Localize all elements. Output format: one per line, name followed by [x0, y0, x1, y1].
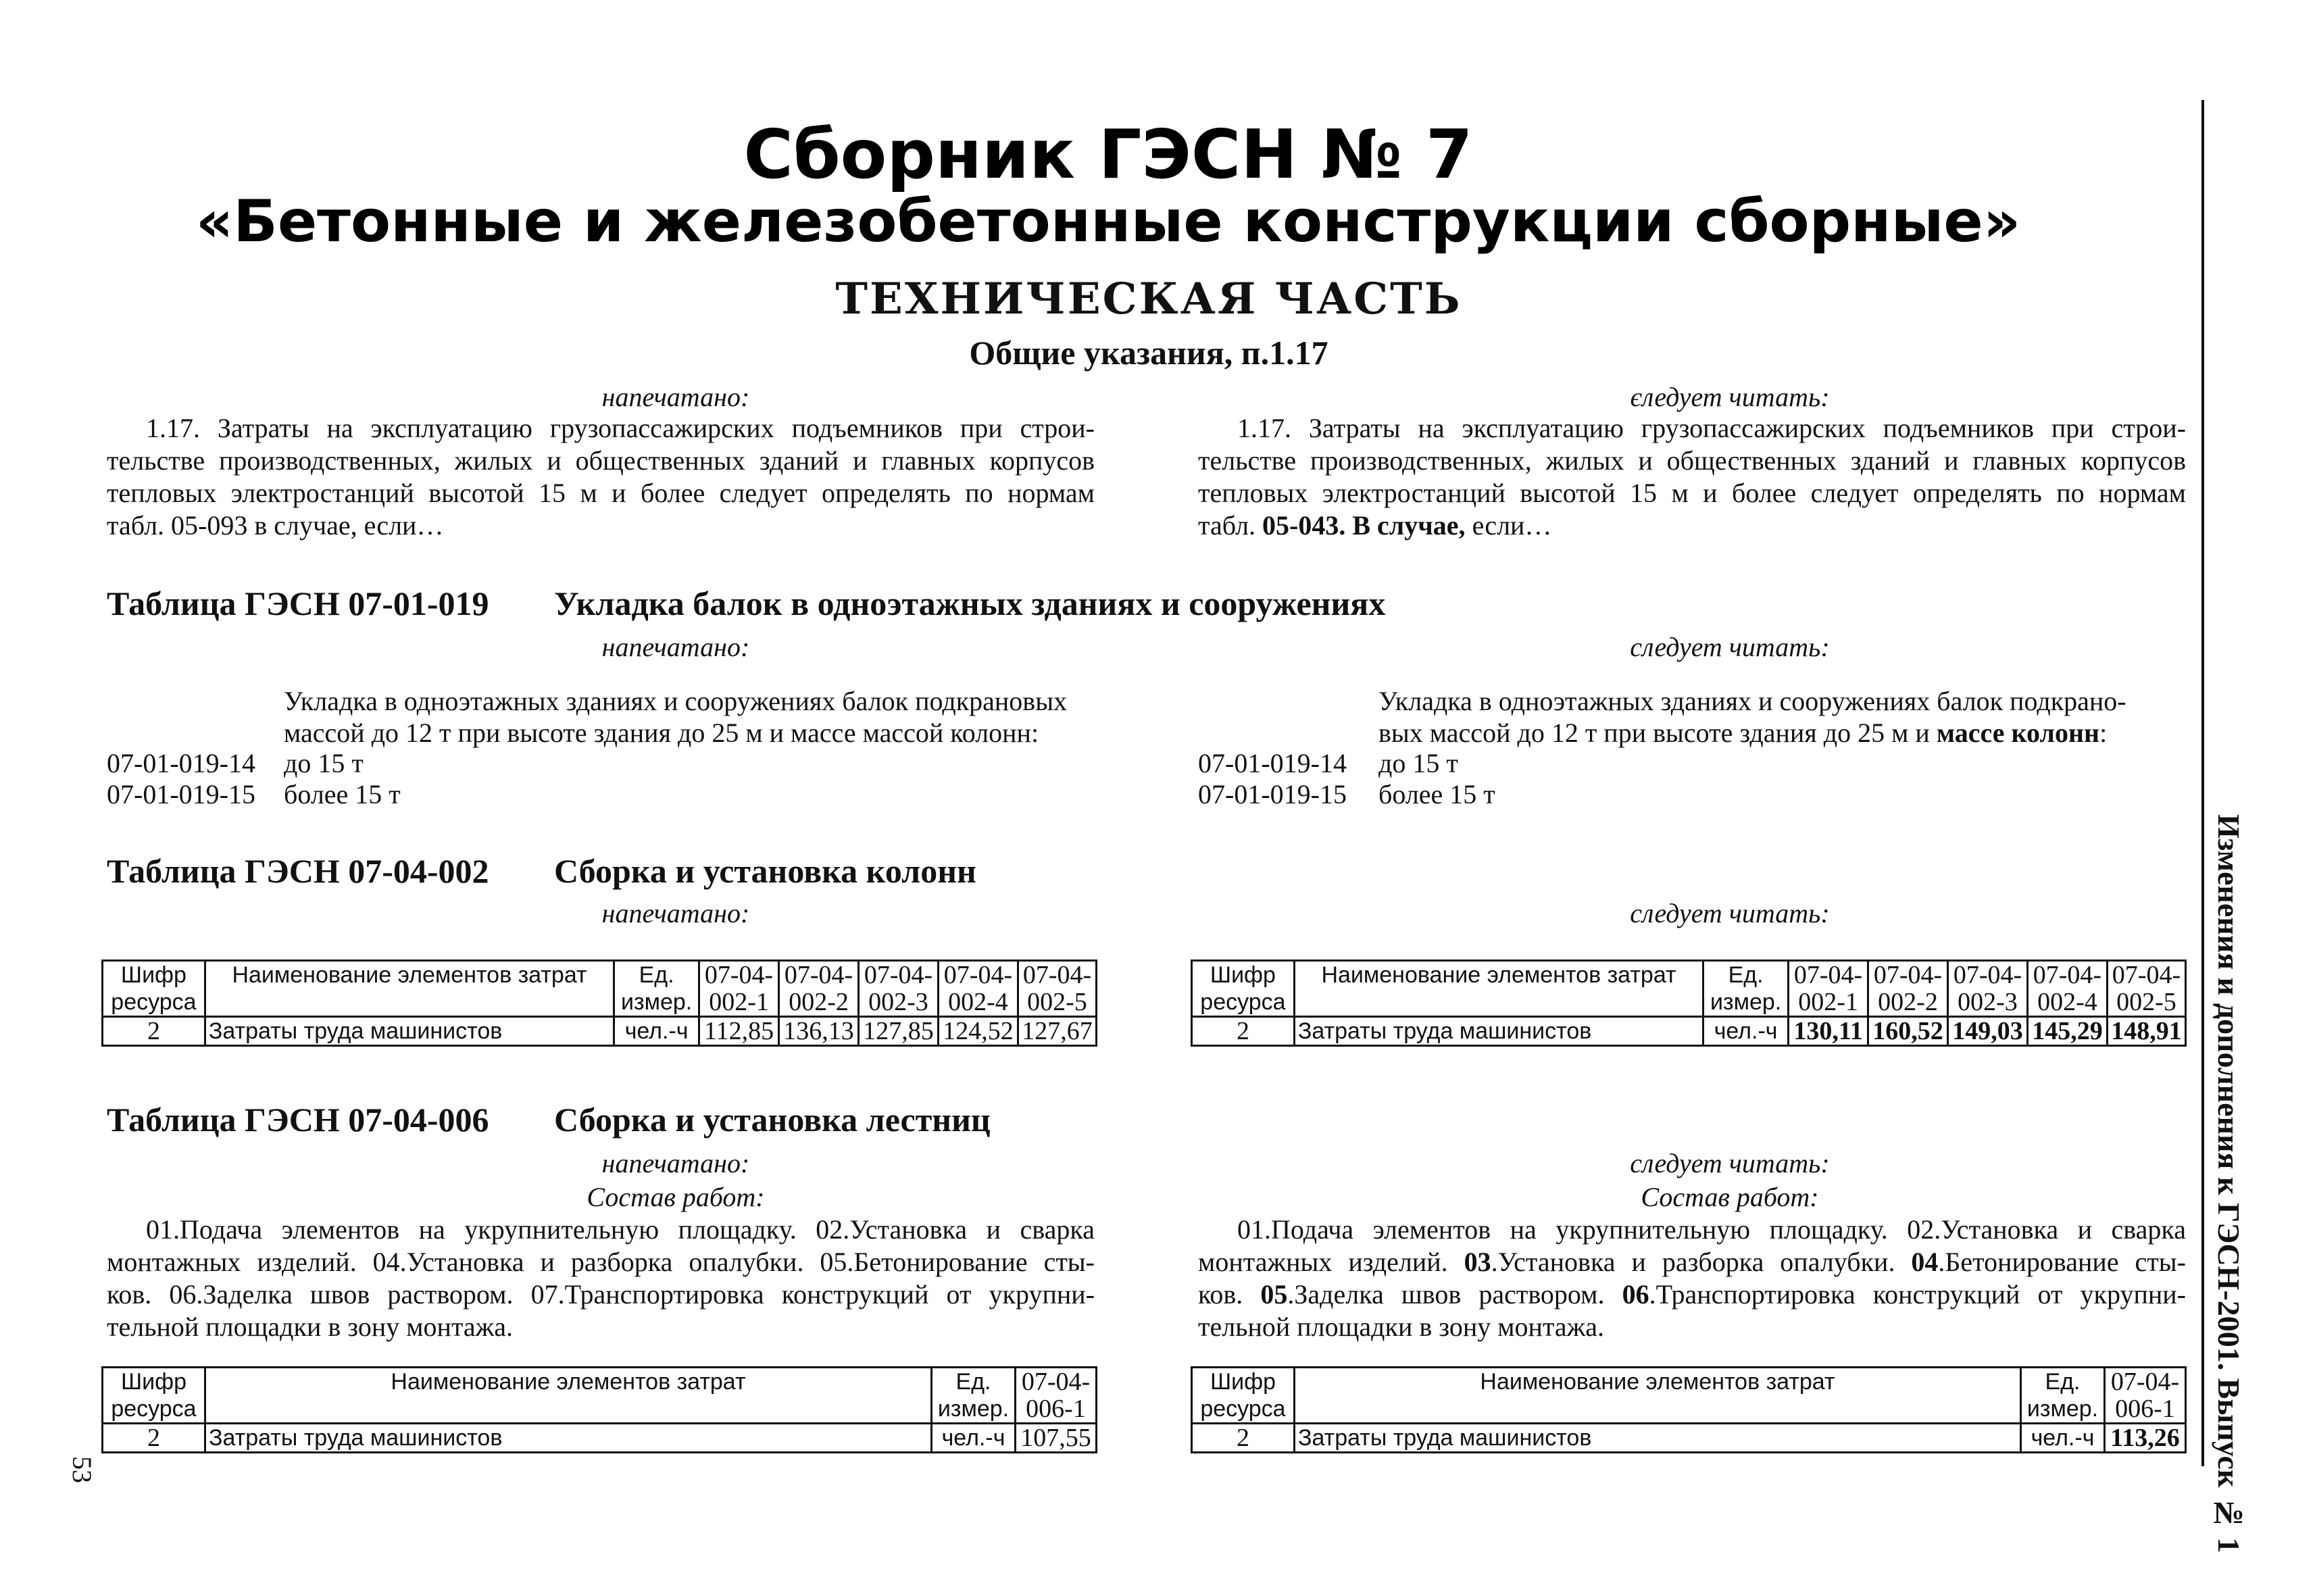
col-header-name: Наименование элементов затрат	[205, 961, 614, 1017]
text-fragment-bold: 05-043. В случае,	[1262, 510, 1466, 541]
header-text: измер.	[1710, 989, 1782, 1015]
header-text: измер.	[937, 1396, 1010, 1422]
col-header-code	[1192, 1368, 1295, 1424]
should-read-label: следует читать:	[1630, 898, 1830, 928]
cell-value: 149,03	[1947, 1017, 2027, 1046]
table-heading-002: Таблица ГЭСН 07-04-002	[107, 852, 489, 890]
row-text: более 15 т	[284, 779, 401, 809]
cell-unit: чел.-ч	[932, 1424, 1016, 1453]
col-header-unit	[1703, 961, 1789, 1017]
table-header-row	[103, 961, 1097, 1017]
header-text: 002-1	[709, 988, 769, 1016]
cell-unit: чел.-ч	[2021, 1424, 2105, 1453]
section-heading: ТЕХНИЧЕСКАЯ ЧАСТЬ	[835, 274, 1462, 324]
header-text: измер.	[620, 989, 693, 1015]
collection-title: Сборник ГЭСН № 7	[743, 115, 1473, 194]
cell-name: Затраты труда машинистов	[1294, 1017, 1703, 1046]
header-text: 07-04-	[864, 961, 933, 989]
text-line: тепловых электростанций высотой 15 м и более следует определять по нормам	[1198, 478, 2186, 508]
header-text: Ед.	[639, 962, 674, 988]
cell-value: 127,67	[1018, 1017, 1096, 1046]
header-text: Шифр	[1210, 962, 1276, 988]
text-fragment: .Установка и разборка опалубки.	[1491, 1247, 1912, 1277]
text-line: массой до 12 т при высоте здания до 25 м и массе массой колонн:	[284, 718, 1039, 748]
col-header-norm	[1947, 961, 2027, 1017]
text-fragment: :	[2099, 718, 2108, 748]
header-text: 07-04-	[1953, 961, 2022, 989]
text-line: 01.Подача элементов на укрупнительную площадку. 02.Установка и сварка	[146, 1214, 1095, 1245]
table-row	[103, 1424, 1097, 1453]
header-text: 002-1	[1798, 988, 1858, 1016]
header-text: 002-3	[868, 988, 928, 1016]
text-line: тельной площадки в зону монтажа.	[107, 1312, 514, 1342]
collection-subtitle: «Бетонные и железобетонные конструкции сборные»	[195, 188, 2021, 255]
header-text: 006-1	[2115, 1395, 2175, 1423]
cell-unit: чел.-ч	[1703, 1017, 1789, 1046]
cell-unit: чел.-ч	[614, 1017, 699, 1046]
col-header-norm	[859, 961, 939, 1017]
text-fragment-bold: 06	[1622, 1279, 1649, 1310]
col-header-norm	[938, 961, 1018, 1017]
text-line: Укладка в одноэтажных зданиях и сооружениях балок подкрановых	[284, 686, 1068, 716]
printed-label: напечатано:	[601, 382, 750, 412]
header-text: 07-04-	[1873, 961, 1943, 989]
header-text: ресурса	[1200, 1396, 1286, 1422]
text-line: ков. 06.Заделка швов раствором. 07.Транспортировка конструкций от укрупни-	[107, 1279, 1095, 1310]
col-header-unit	[2021, 1368, 2105, 1424]
col-header-unit	[932, 1368, 1016, 1424]
header-text: Шифр	[1210, 1369, 1276, 1395]
table-heading-006: Таблица ГЭСН 07-04-006	[107, 1101, 489, 1139]
table-name-006: Сборка и установка лестниц	[554, 1101, 991, 1139]
text-line: Укладка в одноэтажных зданиях и сооружениях балок подкрано-	[1378, 686, 2126, 716]
text-line: 01.Подача элементов на укрупнительную площадку. 02.Установка и сварка	[1237, 1214, 2186, 1245]
header-text: ресурса	[111, 989, 197, 1015]
cell-code: 2	[103, 1424, 205, 1453]
col-header-norm	[2027, 961, 2107, 1017]
cell-value: 148,91	[2107, 1017, 2185, 1046]
printed-label: напечатано:	[601, 632, 750, 662]
text-fragment: табл.	[1198, 510, 1263, 541]
col-header-name: Наименование элементов затрат	[1294, 961, 1703, 1017]
cell-name: Затраты труда машинистов	[205, 1017, 614, 1046]
table-heading-019	[107, 584, 489, 623]
p117-printed-text	[107, 412, 1095, 542]
text-line: тельной площадки в зону монтажа.	[1198, 1312, 1605, 1342]
text-line: 1.17. Затраты на эксплуатацию грузопассажирских подъемников при строи-	[146, 413, 1095, 443]
header-text: Шифр	[120, 1369, 186, 1395]
col-header-code	[1192, 961, 1295, 1017]
margin-rule	[2201, 100, 2204, 1466]
header-text: ресурса	[111, 1396, 197, 1422]
col-header-name: Наименование элементов затрат	[1294, 1368, 2020, 1424]
col-header-norm	[699, 961, 779, 1017]
page-number: 53	[67, 1456, 97, 1483]
col-header-norm	[2105, 1368, 2186, 1424]
header-text: 07-04-	[1022, 961, 1092, 989]
t006-correct-text	[1198, 1214, 2186, 1343]
p117-correct-text	[1198, 412, 2186, 542]
cell-code: 2	[1192, 1017, 1295, 1046]
vertical-edition-title: Изменения и дополнения к ГЭСН-2001. Выпуск № 1	[2212, 814, 2246, 1553]
t019-printed-text	[284, 685, 1108, 749]
text-fragment: монтажных изделий.	[1198, 1247, 1464, 1277]
table-row	[103, 1017, 1097, 1046]
text-line	[1198, 509, 2186, 542]
table-row	[1192, 1017, 2186, 1046]
cell-value: 136,13	[779, 1017, 859, 1046]
text-line: тельстве производственных, жилых и общественных зданий и главных корпусов	[107, 445, 1095, 476]
header-text: 07-04-	[704, 961, 774, 989]
cell-value: 107,55	[1016, 1424, 1097, 1453]
table-id: Таблица ГЭСН 07-01-019	[107, 584, 489, 622]
text-line: тепловых электростанций высотой 15 м и более следует определять по нормам	[107, 478, 1095, 508]
header-text: 07-04-	[943, 961, 1013, 989]
t006-correct-table	[1191, 1366, 2187, 1453]
table-header-row	[103, 1368, 1097, 1424]
work-composition-label: Состав работ:	[1641, 1182, 1819, 1212]
row-text: до 15 т	[1378, 748, 1458, 778]
header-text: 07-04-	[2110, 1368, 2180, 1396]
printed-label: напечатано:	[601, 898, 750, 928]
should-read-label: следует читать:	[1630, 1148, 1830, 1178]
text-fragment-bold: 05	[1260, 1279, 1288, 1310]
header-text: измер.	[2026, 1396, 2099, 1422]
header-text: Шифр	[120, 962, 186, 988]
header-text: 07-04-	[784, 961, 853, 989]
cell-name: Затраты труда машинистов	[1294, 1424, 2020, 1453]
col-header-norm	[1868, 961, 1948, 1017]
header-text: 002-2	[789, 988, 849, 1016]
header-text: Ед.	[2045, 1369, 2081, 1395]
text-line: табл. 05-093 в случае, если…	[107, 510, 444, 541]
cell-code: 2	[103, 1017, 205, 1046]
t006-printed-table	[101, 1366, 1097, 1453]
col-header-code	[103, 1368, 205, 1424]
subsection-heading: Общие указания, п.1.17	[969, 334, 1328, 372]
row-code: 07-01-019-14	[1198, 748, 1347, 778]
row-text: более 15 т	[1378, 779, 1495, 809]
cell-name: Затраты труда машинистов	[205, 1424, 931, 1453]
t019-correct-text	[1378, 685, 2189, 749]
header-text: 07-04-	[2033, 961, 2102, 989]
t006-printed-text	[107, 1214, 1095, 1343]
col-header-unit	[614, 961, 699, 1017]
row-code: 07-01-019-14	[107, 748, 255, 778]
text-fragment: ков.	[1198, 1279, 1261, 1310]
row-code: 07-01-019-15	[1198, 779, 1347, 809]
table-name-002: Сборка и установка колонн	[554, 852, 976, 890]
col-header-norm	[1018, 961, 1096, 1017]
header-text: 07-04-	[1021, 1368, 1091, 1396]
text-line: 1.17. Затраты на эксплуатацию грузопассажирских подъемников при строи-	[1237, 413, 2186, 443]
t002-printed-table	[101, 959, 1097, 1047]
cell-value: 130,11	[1789, 1017, 1868, 1046]
should-read-label: єледует читать:	[1630, 382, 1830, 412]
header-text: 07-04-	[2112, 961, 2181, 989]
row-code: 07-01-019-15	[107, 779, 255, 809]
should-read-label: следует читать:	[1630, 632, 1830, 662]
text-line	[1198, 1278, 2186, 1311]
cell-value: 160,52	[1868, 1017, 1948, 1046]
text-line	[1198, 1246, 2186, 1278]
cell-value: 124,52	[938, 1017, 1018, 1046]
header-text: 002-5	[1027, 988, 1087, 1016]
col-header-norm	[1016, 1368, 1097, 1424]
cell-value: 112,85	[699, 1017, 779, 1046]
text-line	[1378, 717, 2189, 749]
table-header-row	[1192, 1368, 2186, 1424]
row-text: до 15 т	[284, 748, 364, 778]
work-composition-label: Состав работ:	[587, 1182, 765, 1212]
text-fragment-bold: 04	[1911, 1247, 1939, 1277]
cell-value: 127,85	[859, 1017, 939, 1046]
header-text: Ед.	[1728, 962, 1764, 988]
header-text: 002-4	[2037, 988, 2097, 1016]
header-text: 002-3	[1958, 988, 2018, 1016]
text-fragment: вых массой до 12 т при высоте здания до 25 м и	[1378, 718, 1937, 748]
col-header-norm	[1789, 961, 1868, 1017]
header-text: Ед.	[955, 1369, 991, 1395]
text-line: тельстве производственных, жилых и общественных зданий и главных корпусов	[1198, 445, 2186, 476]
t002-correct-table	[1191, 959, 2187, 1047]
header-text: 002-2	[1878, 988, 1938, 1016]
col-header-norm	[2107, 961, 2185, 1017]
text-line: монтажных изделий. 04.Установка и разборка опалубки. 05.Бетонирование сты-	[107, 1247, 1095, 1277]
cell-value: 145,29	[2027, 1017, 2107, 1046]
text-fragment: если…	[1465, 510, 1552, 541]
header-text: 002-5	[2116, 988, 2176, 1016]
text-fragment-bold: 03	[1464, 1247, 1491, 1277]
header-text: 07-04-	[1793, 961, 1863, 989]
header-text: ресурса	[1200, 989, 1286, 1015]
text-fragment: .Заделка швов раствором.	[1287, 1279, 1622, 1310]
printed-label: напечатано:	[601, 1148, 750, 1178]
col-header-name: Наименование элементов затрат	[205, 1368, 931, 1424]
col-header-code	[103, 961, 205, 1017]
cell-value: 113,26	[2105, 1424, 2186, 1453]
col-header-norm	[779, 961, 859, 1017]
table-name-019: Укладка балок в одноэтажных зданиях и сооружениях	[554, 584, 1386, 622]
cell-code: 2	[1192, 1424, 1295, 1453]
text-fragment-bold: массе колонн	[1936, 718, 2100, 748]
table-header-row	[1192, 961, 2186, 1017]
text-fragment: .Транспортировка конструкций от укрупни-	[1649, 1279, 2186, 1310]
text-fragment: .Бетонирование сты-	[1938, 1247, 2186, 1277]
header-text: 006-1	[1026, 1395, 1086, 1423]
table-row	[1192, 1424, 2186, 1453]
header-text: 002-4	[948, 988, 1008, 1016]
